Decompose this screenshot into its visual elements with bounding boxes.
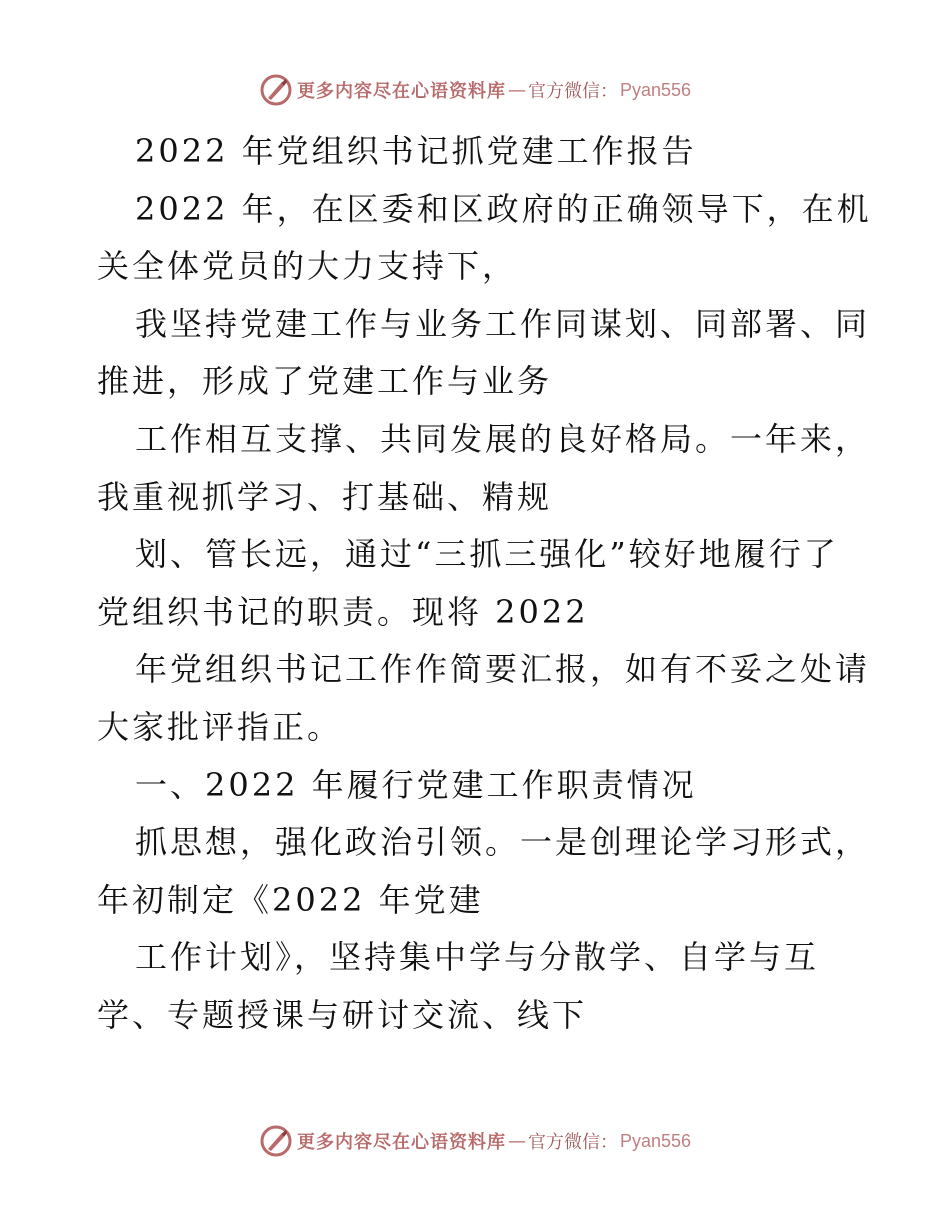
watermark-wechat-id: Pyan556 bbox=[619, 1130, 692, 1151]
header-watermark bbox=[0, 70, 950, 110]
text-line: 工作计划》，坚持集中学与分散学、自学与互 bbox=[135, 938, 820, 977]
text-line: 我坚持党建工作与业务工作同谋划、同部署、同 bbox=[135, 304, 871, 343]
text-line: 大家批评指正。 bbox=[97, 707, 343, 746]
watermark-dash: — bbox=[507, 79, 526, 101]
text-line: 工作相互支撑、共同发展的良好格局。一年来， bbox=[135, 419, 871, 458]
watermark-main-text: 更多内容尽在心语资料库 bbox=[296, 81, 506, 102]
text-line: 我重视抓学习、打基础、精规 bbox=[97, 477, 553, 516]
watermark-main-text: 更多内容尽在心语资料库 bbox=[296, 1132, 506, 1153]
section-heading: 一、2022 年履行党建工作职责情况 bbox=[135, 765, 697, 804]
watermark-sub-text: 官方微信： bbox=[527, 81, 618, 102]
watermark-wechat-id: Pyan556 bbox=[619, 79, 692, 100]
document-body bbox=[97, 123, 877, 1045]
text-line: 推进，形成了党建工作与业务 bbox=[97, 362, 553, 401]
text-line: 抓思想，强化政治引领。一是创理论学习形式， bbox=[135, 823, 871, 862]
text-line: 划、管长远，通过“三抓三强化”较好地履行了 bbox=[135, 535, 839, 574]
text-line: 关全体党员的大力支持下， bbox=[97, 247, 518, 286]
text-line: 学、专题授课与研讨交流、线下 bbox=[97, 995, 588, 1034]
text-line: 年初制定《2022 年党建 bbox=[97, 880, 484, 919]
footer-watermark bbox=[0, 1121, 950, 1161]
quill-logo-icon bbox=[259, 1124, 293, 1158]
document-title: 2022 年党组织书记抓党建工作报告 bbox=[135, 132, 697, 170]
watermark-sub-text: 官方微信： bbox=[527, 1132, 618, 1153]
quill-logo-icon bbox=[259, 73, 293, 107]
text-line: 2022 年，在区委和区政府的正确领导下，在机 bbox=[135, 189, 872, 228]
watermark-dash: — bbox=[507, 1130, 526, 1152]
text-line: 党组织书记的职责。现将 2022 bbox=[97, 592, 589, 631]
text-line: 年党组织书记工作作简要汇报，如有不妥之处请 bbox=[135, 650, 871, 689]
